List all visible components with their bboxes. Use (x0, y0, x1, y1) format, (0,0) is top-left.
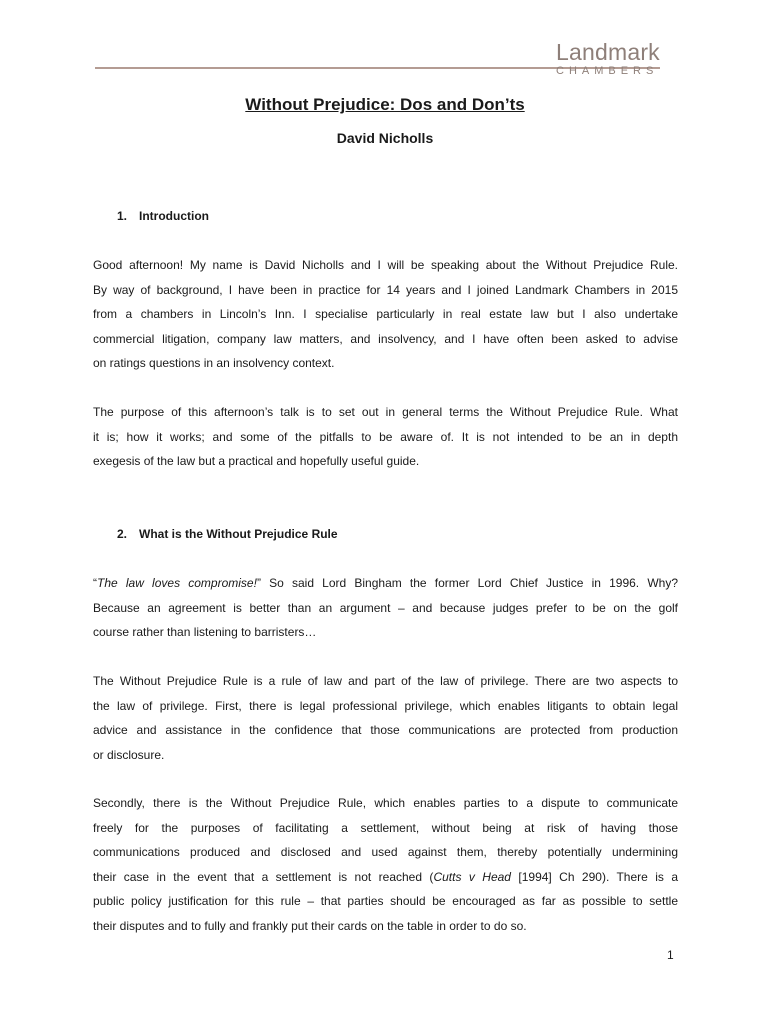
section-title: Introduction (139, 209, 209, 223)
text-line: Because an agreement is better than an argument – and because judges prefer to be on the golf (93, 600, 678, 615)
section-heading-introduction (117, 208, 209, 224)
text-line: Secondly, there is the Without Prejudice Rule, which enables parties to a dispute to communicate (93, 796, 678, 810)
section-number: 2. (117, 527, 128, 541)
section-title: What is the Without Prejudice Rule (139, 527, 338, 541)
quote-open: “ (93, 576, 97, 590)
paragraph-rule-2 (93, 669, 678, 767)
text-line (93, 865, 678, 890)
quote-attribution: So said Lord Bingham the former Lord Chief Justice in 1996. Why? (260, 576, 678, 590)
text-line: on ratings questions in an insolvency context. (93, 356, 335, 370)
landmark-chambers-logo (556, 40, 686, 77)
paragraph-intro-2 (93, 400, 678, 474)
paragraph-rule-1 (93, 571, 678, 645)
text-line: the law of privilege. First, there is legal professional privilege, which enables litigants to obtain legal (93, 698, 678, 713)
page-number: 1 (667, 948, 674, 962)
text-line: commercial litigation, company law matters, and insolvency, and I have often been asked to advise (93, 331, 678, 346)
case-citation-suffix: [1994] Ch 290). There is a (510, 869, 679, 884)
case-citation-prefix: their case in the event that a settlement is not reached ( (93, 869, 434, 884)
text-line: advice and assistance in the confidence that those communications are protected from production (93, 723, 678, 737)
text-line: The purpose of this afternoon’s talk is to set out in general terms the Without Prejudice Rule. What (93, 405, 678, 419)
text-line: freely for the purposes of facilitating a settlement, without being at risk of having those (93, 820, 678, 835)
text-line (93, 571, 678, 596)
text-line: public policy justification for this rule – that parties should be encouraged as far as possible to settle (93, 894, 678, 908)
text-line: or disclosure. (93, 747, 165, 762)
text-line: from a chambers in Lincoln’s Inn. I specialise particularly in real estate law but I also undertake (93, 307, 678, 321)
case-name: Cutts v Head (433, 869, 511, 884)
text-line: communications produced and disclosed and used against them, thereby potentially undermining (93, 845, 678, 859)
text-line: exegesis of the law but a practical and hopefully useful guide. (93, 454, 420, 468)
text-line: course rather than listening to barristers… (93, 625, 317, 639)
document-author: David Nicholls (336, 130, 434, 146)
text-line: Good afternoon! My name is David Nicholls and I will be speaking about the Without Prejudice Rule. (93, 258, 678, 272)
text-line: By way of background, I have been in practice for 14 years and I joined Landmark Chambers in 2015 (93, 282, 678, 297)
text-line: their disputes and to fully and frankly put their cards on the table in order to do so. (93, 918, 527, 933)
document-title: Without Prejudice: Dos and Don’ts (245, 95, 525, 114)
logo-subtitle: CHAMBERS (556, 65, 659, 77)
text-line: it is; how it works; and some of the pitfalls to be aware of. It is not intended to be an in depth (93, 429, 678, 444)
quote-close: ” (256, 576, 261, 590)
quote-text: The law loves compromise! (97, 576, 257, 590)
paragraph-intro-1 (93, 253, 678, 376)
text-line: The Without Prejudice Rule is a rule of law and part of the law of privilege. There are two aspects to (93, 674, 678, 688)
paragraph-rule-3 (93, 791, 678, 938)
section-number: 1. (117, 209, 128, 223)
logo-name: Landmark (556, 39, 660, 65)
section-heading-without-prejudice-rule (117, 526, 338, 542)
